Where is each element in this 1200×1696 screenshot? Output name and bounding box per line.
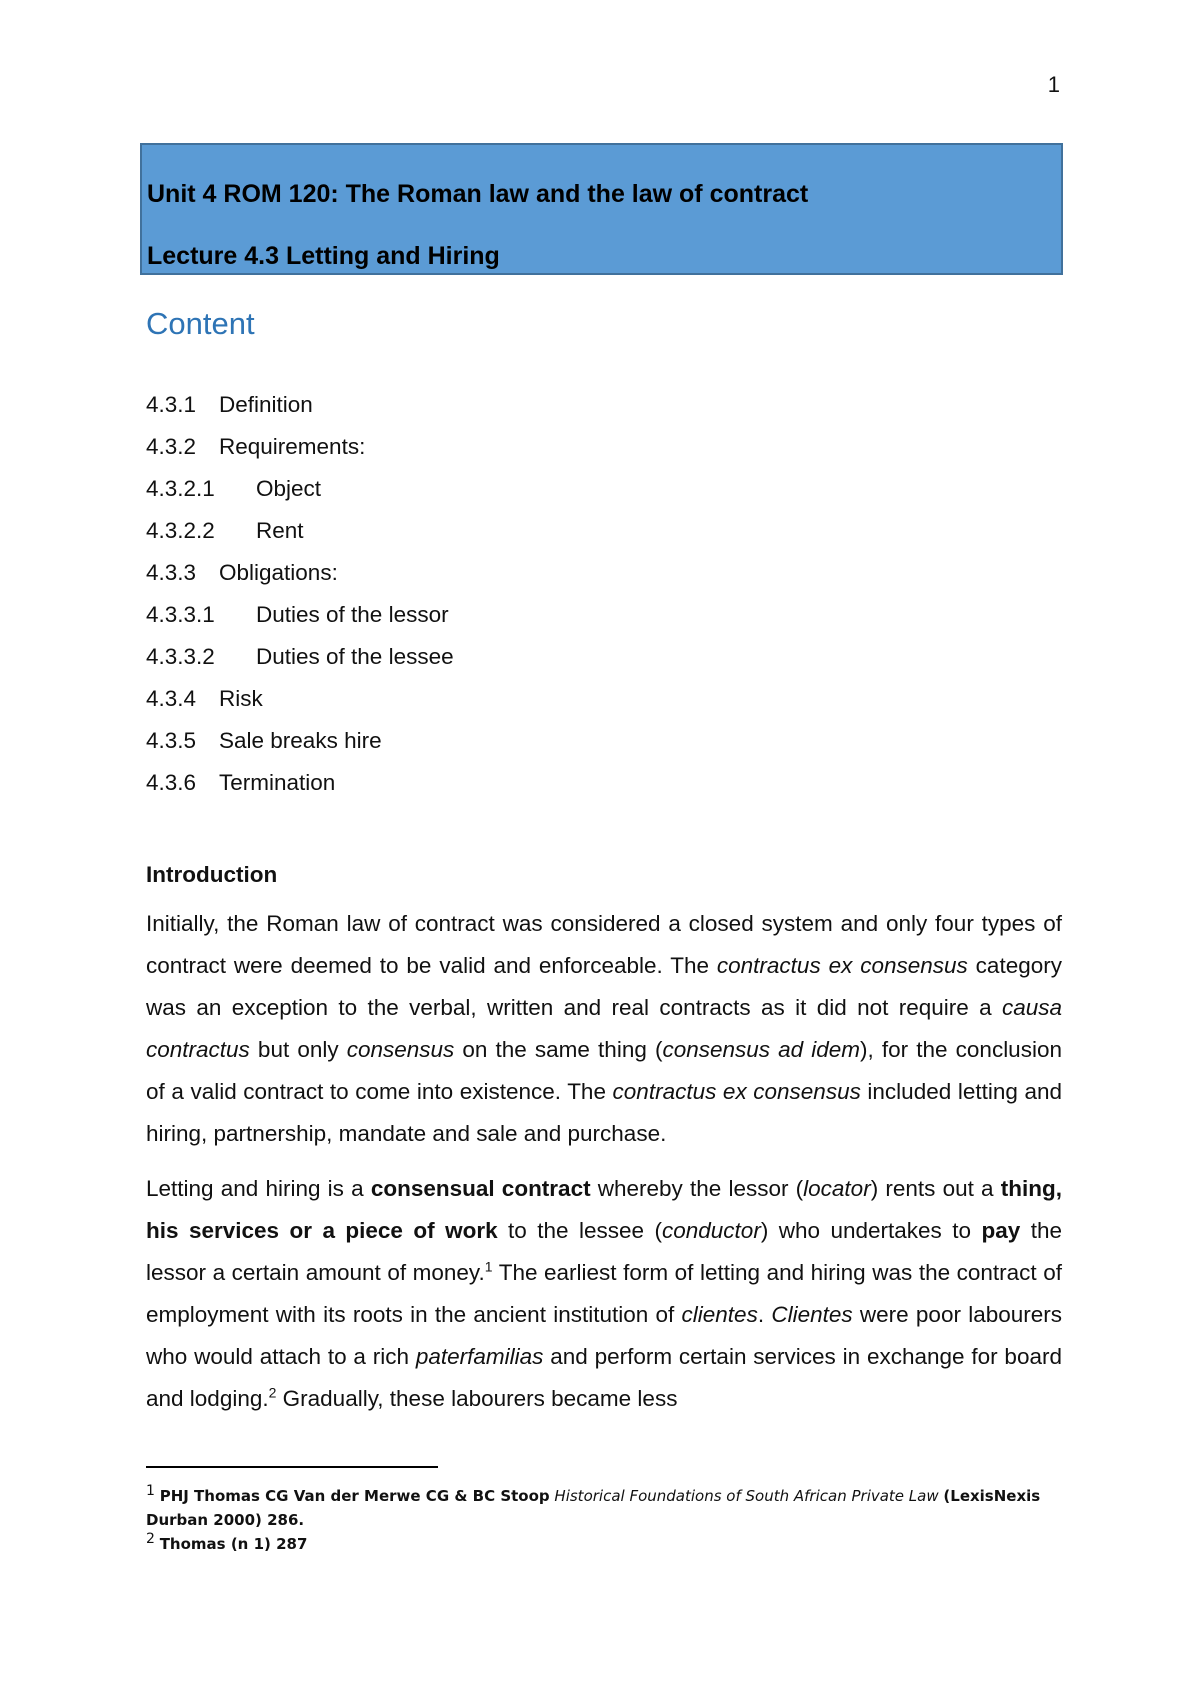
toc-item-label: Duties of the lessee bbox=[256, 644, 454, 669]
text-run: consensus bbox=[346, 1037, 455, 1062]
footnote-authors: PHJ Thomas CG Van der Merwe CG & BC Stoop bbox=[159, 1487, 550, 1505]
footnote-citation: (LexisNexis Durban 2000) 286. bbox=[146, 1487, 1041, 1529]
text-run: Letting and hiring is a bbox=[146, 1176, 371, 1201]
footnote-mark: 2 bbox=[146, 1531, 155, 1547]
toc-item-label: Obligations: bbox=[219, 560, 338, 585]
text-run: paterfamilias bbox=[415, 1344, 544, 1369]
text-run: included letting and hiring, partnership, mandate and sale and purchase. bbox=[146, 1079, 1062, 1146]
intro-paragraph-2 bbox=[146, 1168, 1062, 1420]
unit-title: Unit 4 ROM 120: The Roman law and the law of contract bbox=[147, 180, 809, 208]
introduction-heading: Introduction bbox=[146, 862, 278, 887]
toc-item bbox=[146, 560, 454, 602]
toc-item bbox=[146, 518, 454, 560]
footnote-reference: 1 bbox=[484, 1258, 493, 1275]
text-run: clientes bbox=[681, 1302, 758, 1327]
toc-item bbox=[146, 644, 454, 686]
footnote-reference: 2 bbox=[268, 1384, 277, 1401]
text-run: to the lessee ( bbox=[497, 1218, 662, 1243]
toc-item-label: Object bbox=[256, 476, 322, 501]
toc-item-number: 4.3.3 bbox=[146, 560, 197, 585]
toc-item-number: 4.3.2.2 bbox=[146, 518, 215, 543]
toc-item bbox=[146, 602, 454, 644]
footnote-separator bbox=[146, 1466, 438, 1468]
text-run: contractus ex consensus bbox=[716, 953, 968, 978]
footnote bbox=[146, 1484, 1066, 1532]
text-run: conductor bbox=[662, 1218, 761, 1243]
toc-item bbox=[146, 434, 454, 476]
toc-item-number: 4.3.4 bbox=[146, 686, 197, 711]
text-run: ) rents out a bbox=[870, 1176, 1001, 1201]
toc-item-number: 4.3.3.2 bbox=[146, 644, 215, 669]
footnote-mark: 1 bbox=[146, 1483, 155, 1499]
toc-item-number: 4.3.5 bbox=[146, 728, 197, 753]
lecture-title: Lecture 4.3 Letting and Hiring bbox=[147, 242, 500, 270]
text-run: but only bbox=[249, 1037, 347, 1062]
toc-item-label: Sale breaks hire bbox=[219, 728, 382, 753]
text-run: on the same thing ( bbox=[454, 1037, 663, 1062]
text-run: category was an exception to the verbal, written and real contracts as it did not require a bbox=[146, 953, 1062, 1020]
toc-item-label: Duties of the lessor bbox=[256, 602, 449, 627]
toc-item-number: 4.3.2.1 bbox=[146, 476, 215, 501]
text-run: Clientes bbox=[771, 1302, 853, 1327]
text-run: were poor labourers who would attach to a rich bbox=[146, 1302, 1063, 1369]
text-run: and perform certain services in exchange for board and lodging. bbox=[146, 1344, 1062, 1411]
toc-item-label: Termination bbox=[219, 770, 336, 795]
toc-item-label: Risk bbox=[219, 686, 263, 711]
table-of-contents bbox=[146, 392, 454, 812]
text-run: consensus ad idem bbox=[662, 1037, 861, 1062]
text-run: Gradually, these labourers became less bbox=[276, 1386, 678, 1411]
text-run: thing, his services or a piece of work bbox=[146, 1176, 1062, 1243]
text-run: pay bbox=[981, 1218, 1021, 1243]
toc-item bbox=[146, 728, 454, 770]
toc-item-number: 4.3.6 bbox=[146, 770, 197, 795]
text-run: ) who undertakes to bbox=[760, 1218, 982, 1243]
text-run: causa contractus bbox=[146, 995, 1062, 1062]
toc-item-number: 4.3.2 bbox=[146, 434, 197, 459]
text-run: contractus ex consensus bbox=[612, 1079, 861, 1104]
footnote-title: Historical Foundations of South African Private Law bbox=[554, 1487, 939, 1505]
text-run: locator bbox=[803, 1176, 871, 1201]
footnotes bbox=[146, 1484, 1066, 1556]
toc-item-label: Definition bbox=[219, 392, 313, 417]
toc-item bbox=[146, 476, 454, 518]
toc-item bbox=[146, 392, 454, 434]
intro-paragraph-1 bbox=[146, 903, 1062, 1155]
text-run: . bbox=[757, 1302, 772, 1327]
text-run: The earliest form of letting and hiring was the contract of employment with its roots in the ancient institution of bbox=[146, 1260, 1062, 1327]
title-banner bbox=[140, 143, 1063, 275]
toc-item bbox=[146, 770, 454, 812]
text-run: ), for the conclusion of a valid contract to come into existence. The bbox=[146, 1037, 1062, 1104]
footnote bbox=[146, 1532, 1066, 1556]
toc-item-label: Rent bbox=[256, 518, 304, 543]
text-run: consensual contract bbox=[370, 1176, 591, 1201]
text-run: whereby the lessor ( bbox=[590, 1176, 804, 1201]
text-run: the lessor a certain amount of money. bbox=[146, 1218, 1062, 1285]
content-heading: Content bbox=[146, 306, 255, 341]
footnote-authors: Thomas (n 1) 287 bbox=[159, 1535, 308, 1553]
toc-item-number: 4.3.1 bbox=[146, 392, 197, 417]
page-number: 1 bbox=[1047, 72, 1060, 97]
toc-item-number: 4.3.3.1 bbox=[146, 602, 215, 627]
text-run: Initially, the Roman law of contract was considered a closed system and only four types of contract were deemed to be valid and enforceable. The bbox=[146, 911, 1062, 978]
toc-item-label: Requirements: bbox=[219, 434, 366, 459]
toc-item bbox=[146, 686, 454, 728]
